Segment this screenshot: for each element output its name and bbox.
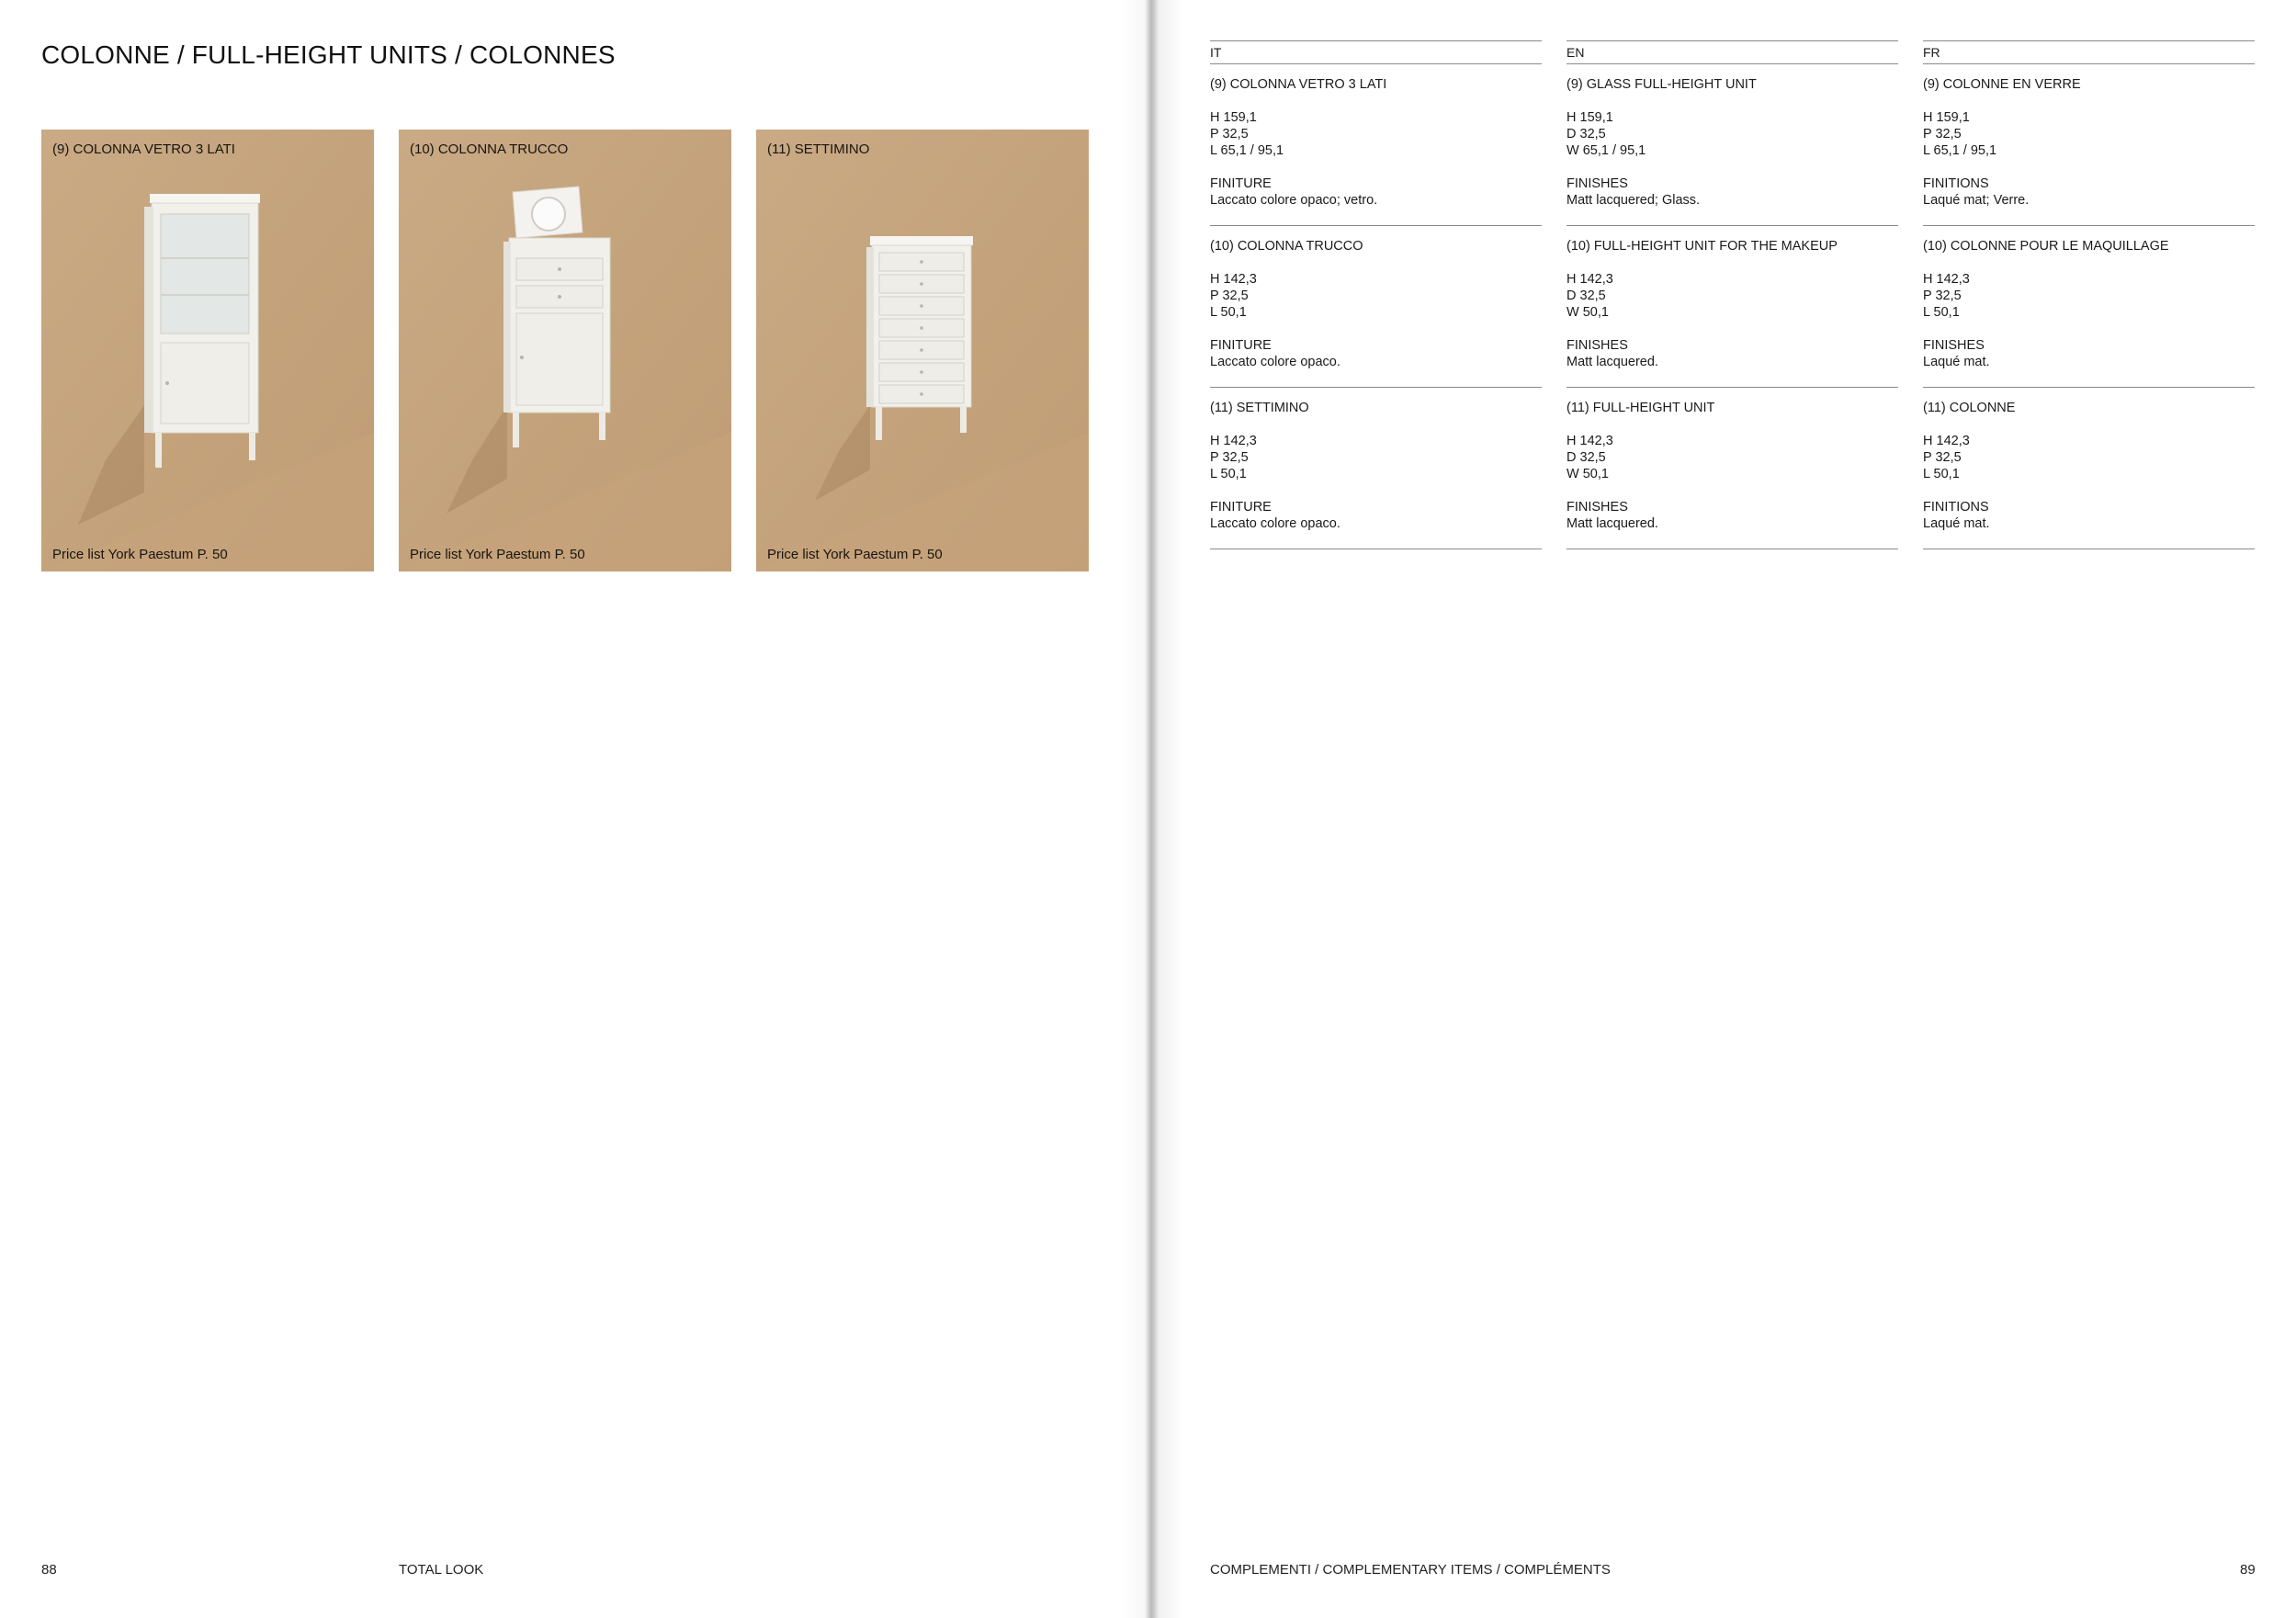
dimensions <box>1210 433 1542 482</box>
finish-label: FINISHES <box>1566 338 1628 353</box>
dimensions <box>1566 271 1898 321</box>
product-card-glass-column[interactable] <box>41 130 374 571</box>
dim-height: H 142,3 <box>1566 434 1613 448</box>
dimensions <box>1566 433 1898 482</box>
finish-label: FINITIONS <box>1923 176 1989 191</box>
footer-section-left: TOTAL LOOK <box>399 1562 484 1578</box>
dim-width: L 65,1 / 95,1 <box>1210 143 1284 158</box>
entry-title: (11) SETTIMINO <box>1210 401 1309 415</box>
dim-width: W 50,1 <box>1566 305 1609 320</box>
finishes <box>1210 499 1542 532</box>
finish-text: Matt lacquered. <box>1566 355 1658 369</box>
finish-text: Laqué mat. <box>1923 516 1990 531</box>
dim-height: H 142,3 <box>1210 272 1257 287</box>
dimensions <box>1210 271 1542 321</box>
dim-width: L 65,1 / 95,1 <box>1923 143 1997 158</box>
spec-entry <box>1923 388 2255 549</box>
dim-width: L 50,1 <box>1923 305 1960 320</box>
entry-title: (10) FULL-HEIGHT UNIT FOR THE MAKEUP <box>1566 239 1838 254</box>
card-price-link[interactable]: Price list York Paestum P. 50 <box>767 547 943 562</box>
dim-height: H 142,3 <box>1566 272 1613 287</box>
finishes <box>1923 499 2255 532</box>
page-number-left: 88 <box>41 1562 57 1578</box>
dimensions <box>1923 109 2255 159</box>
finish-label: FINISHES <box>1566 500 1628 515</box>
card-label: (11) SETTIMINO <box>767 141 870 157</box>
product-card-makeup-column[interactable] <box>399 130 731 571</box>
dim-depth: D 32,5 <box>1566 450 1606 465</box>
spec-entry <box>1210 388 1542 549</box>
finish-label: FINITURE <box>1210 338 1272 353</box>
entry-title: (9) COLONNA VETRO 3 LATI <box>1210 77 1387 92</box>
card-price-link[interactable]: Price list York Paestum P. 50 <box>410 547 585 562</box>
card-label: (9) COLONNA VETRO 3 LATI <box>52 141 235 157</box>
card-price-link[interactable]: Price list York Paestum P. 50 <box>52 547 228 562</box>
finish-label: FINITURE <box>1210 500 1272 515</box>
spec-entry <box>1210 226 1542 388</box>
dim-width: W 50,1 <box>1566 467 1609 481</box>
dim-width: L 50,1 <box>1923 467 1960 481</box>
entry-title: (9) GLASS FULL-HEIGHT UNIT <box>1566 77 1757 92</box>
finish-label: FINITURE <box>1210 176 1272 191</box>
dim-depth: D 32,5 <box>1566 289 1606 303</box>
dimensions <box>1210 109 1542 159</box>
dim-depth: P 32,5 <box>1923 450 1962 465</box>
spec-entry <box>1566 388 1898 549</box>
finish-label: FINISHES <box>1923 338 1985 353</box>
page-number-right: 89 <box>2240 1562 2256 1578</box>
finish-text: Matt lacquered; Glass. <box>1566 193 1701 208</box>
finishes <box>1566 337 1898 370</box>
lang-heading: IT <box>1210 40 1542 64</box>
dim-depth: P 32,5 <box>1210 450 1249 465</box>
product-card-settimino[interactable] <box>756 130 1089 571</box>
finish-label: FINITIONS <box>1923 500 1989 515</box>
finishes <box>1566 499 1898 532</box>
entry-title: (11) COLONNE <box>1923 401 2016 415</box>
spec-entry <box>1566 64 1898 226</box>
dim-height: H 142,3 <box>1923 272 1970 287</box>
finishes <box>1210 175 1542 209</box>
finish-text: Matt lacquered. <box>1566 516 1658 531</box>
dim-depth: P 32,5 <box>1923 127 1962 141</box>
lang-heading: FR <box>1923 40 2255 64</box>
product-photo-settimino <box>756 130 1089 571</box>
finishes <box>1210 337 1542 370</box>
spec-entry <box>1923 64 2255 226</box>
dim-height: H 142,3 <box>1923 434 1970 448</box>
dim-width: W 65,1 / 95,1 <box>1566 143 1646 158</box>
spec-entry <box>1923 226 2255 388</box>
spec-entry <box>1566 226 1898 388</box>
footer-section-right: COMPLEMENTI / COMPLEMENTARY ITEMS / COMPLÉMENTS <box>1210 1562 1611 1578</box>
card-label: (10) COLONNA TRUCCO <box>410 141 569 157</box>
product-photo-makeup-column <box>399 130 731 571</box>
spec-entry <box>1210 64 1542 226</box>
entry-title: (10) COLONNE POUR LE MAQUILLAGE <box>1923 239 2169 254</box>
dim-depth: D 32,5 <box>1566 127 1606 141</box>
finishes <box>1923 337 2255 370</box>
finish-label: FINISHES <box>1566 176 1628 191</box>
finishes <box>1566 175 1898 209</box>
entry-title: (11) FULL-HEIGHT UNIT <box>1566 401 1715 415</box>
dimensions <box>1923 271 2255 321</box>
lang-column-fr <box>1923 40 2255 549</box>
product-photo-glass-column <box>41 130 374 571</box>
right-page <box>1148 0 2296 1618</box>
finishes <box>1923 175 2255 209</box>
dimensions <box>1923 433 2255 482</box>
dim-height: H 159,1 <box>1210 110 1257 125</box>
entry-title: (10) COLONNA TRUCCO <box>1210 239 1363 254</box>
dim-depth: P 32,5 <box>1923 289 1962 303</box>
dim-height: H 159,1 <box>1566 110 1613 125</box>
dim-height: H 142,3 <box>1210 434 1257 448</box>
entry-title: (9) COLONNE EN VERRE <box>1923 77 2081 92</box>
lang-heading: EN <box>1566 40 1898 64</box>
finish-text: Laqué mat; Verre. <box>1923 193 2030 208</box>
dim-width: L 50,1 <box>1210 305 1247 320</box>
lang-column-it <box>1210 40 1542 549</box>
finish-text: Laccato colore opaco. <box>1210 355 1340 369</box>
dimensions <box>1566 109 1898 159</box>
lang-column-en <box>1566 40 1898 549</box>
dim-width: L 50,1 <box>1210 467 1247 481</box>
dim-depth: P 32,5 <box>1210 289 1249 303</box>
section-title: COLONNE / FULL-HEIGHT UNITS / COLONNES <box>41 40 616 69</box>
finish-text: Laccato colore opaco. <box>1210 516 1340 531</box>
dim-depth: P 32,5 <box>1210 127 1249 141</box>
dim-height: H 159,1 <box>1923 110 1970 125</box>
finish-text: Laqué mat. <box>1923 355 1990 369</box>
finish-text: Laccato colore opaco; vetro. <box>1210 193 1378 208</box>
